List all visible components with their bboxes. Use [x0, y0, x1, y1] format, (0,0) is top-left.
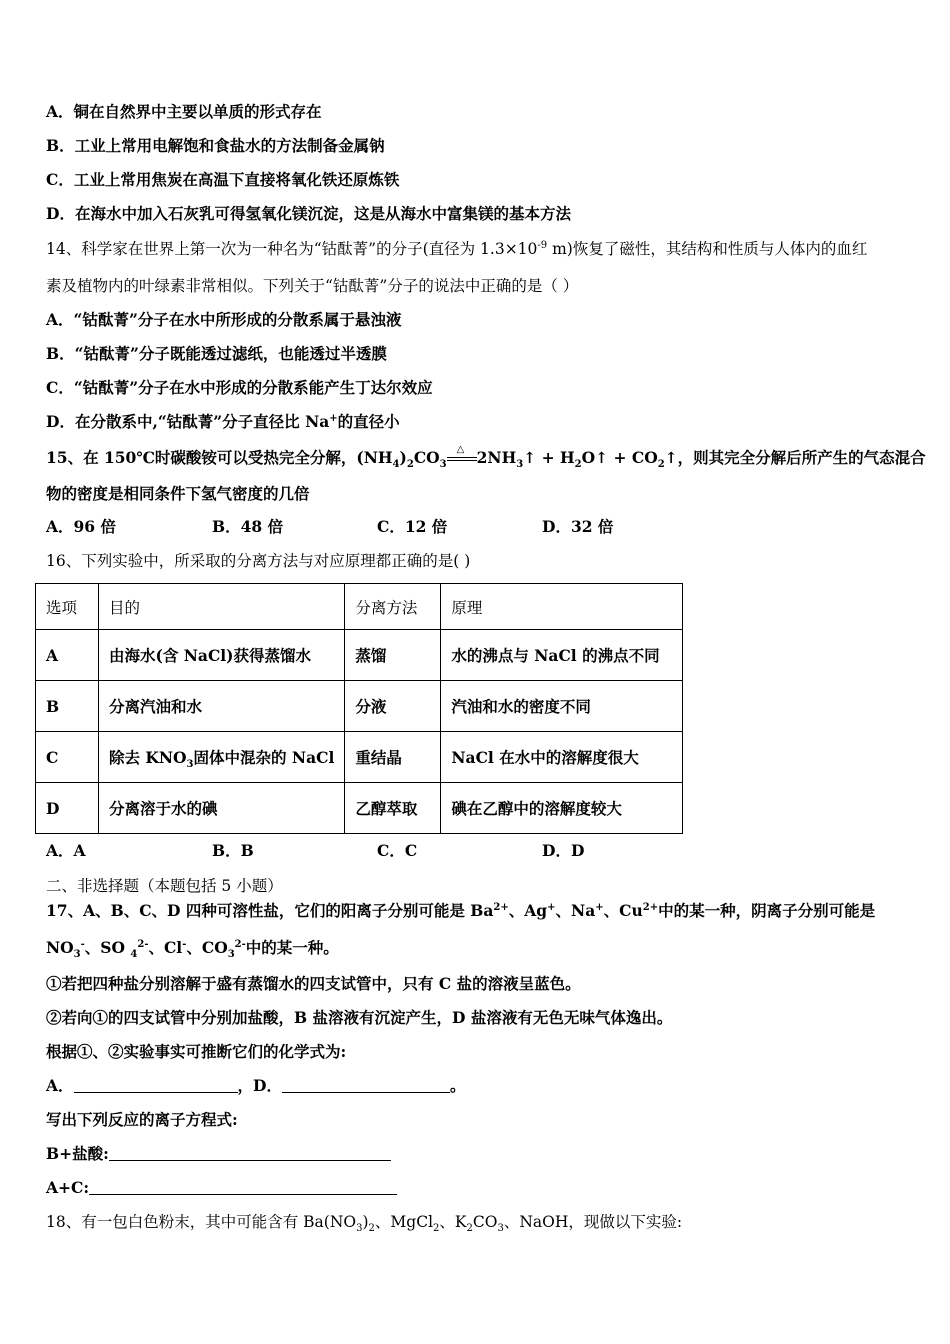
q14-option-c: C．“钴酞菁”分子在水中形成的分散系能产生丁达尔效应 [46, 378, 433, 397]
q14-option-d: D．在分散系中,“钴酞菁”分子直径比 Na+的直径小 [46, 412, 400, 431]
q13-option-b: B．工业上常用电解饱和食盐水的方法制备金属钠 [46, 136, 385, 155]
q14-option-a: A．“钴酞菁”分子在水中所形成的分散系属于悬浊液 [46, 310, 402, 329]
row-option: B [36, 681, 99, 732]
q17-stem-line2: $NO_3^-$、SO $_4^{2-}$、Cl-、$CO_3^{2-}$中的某一种。 [46, 938, 339, 961]
row-method: 重结晶 [345, 732, 441, 783]
q13-option-c: C．工业上常用焦炭在高温下直接将氧化铁还原炼铁 [46, 170, 400, 189]
header-option: 选项 [36, 584, 99, 630]
row-method: 分液 [345, 681, 441, 732]
row-principle: 碘在乙醇中的溶解度较大 [441, 783, 683, 834]
q14-stem-line1: 14、科学家在世界上第一次为一种名为“钴酞菁”的分子(直径为 $1.3\times 10^{-9}$ m)恢复了磁性，其结构和性质与人体内的血红 [46, 239, 868, 258]
q15-option-a: A．96 倍 [46, 517, 116, 536]
row-principle: 汽油和水的密度不同 [441, 681, 683, 732]
q16-option-a: A．A [46, 841, 86, 860]
q17-statement-2: ②若向①的四支试管中分别加盐酸，B 盐溶液有沉淀产生，D 盐溶液有无色无味气体逸出。 [46, 1008, 673, 1027]
q13-option-d: D．在海水中加入石灰乳可得氢氧化镁沉淀，这是从海水中富集镁的基本方法 [46, 204, 571, 223]
row-principle: 水的沸点与 NaCl 的沸点不同 [441, 630, 683, 681]
q18-stem: 18、有一包白色粉末，其中可能含有 $Ba(NO_3)_2$、MgCl$_2$、$K_2CO_3$、NaOH，现做以下实验: [46, 1213, 683, 1235]
q15-option-c: C．12 倍 [377, 517, 448, 536]
table-header-row [36, 584, 683, 630]
row-purpose: 由海水(含 NaCl)获得蒸馏水 [99, 630, 345, 681]
table-row [36, 783, 683, 834]
q17-equation-ac: A+C: [46, 1178, 397, 1198]
row-purpose: 分离溶于水的碘 [99, 783, 345, 834]
header-method: 分离方法 [345, 584, 441, 630]
q15-options [46, 517, 746, 537]
answer-blank-eq2[interactable] [89, 1178, 397, 1195]
q15-option-b: B．48 倍 [212, 517, 284, 536]
q17-statement-3: 根据①、②实验事实可推断它们的化学式为: [46, 1042, 347, 1061]
header-purpose: 目的 [99, 584, 345, 630]
heat-arrow: △ [447, 449, 477, 465]
q17-equation-b: B+盐酸: [46, 1144, 391, 1164]
separation-table [35, 583, 683, 834]
q16-stem: 16、下列实验中，所采取的分离方法与对应原理都正确的是( ) [46, 552, 471, 570]
q16-option-c: C．C [377, 841, 418, 860]
q15-stem-line1: 15、在 150℃时碳酸铵可以受热完全分解，$(NH_4)_2CO_3$ △ $2NH_3↑$ + $H_2O↑$ + $CO_2↑$，则其完全分解后所产生的气态混合 [46, 444, 926, 471]
table-row [36, 681, 683, 732]
q14-stem-line2: 素及植物内的叶绿素非常相似。下列关于“钴酞菁”分子的说法中正确的是（ ） [46, 277, 579, 295]
row-principle: NaCl 在水中的溶解度很大 [441, 732, 683, 783]
section-heading: 二、非选择题（本题包括 5 小题） [46, 877, 283, 895]
q13-option-a: A．铜在自然界中主要以单质的形式存在 [46, 102, 322, 121]
table-row [36, 732, 683, 783]
q17-statement-1: ①若把四种盐分别溶解于盛有蒸馏水的四支试管中，只有 C 盐的溶液呈蓝色。 [46, 974, 581, 993]
answer-blank-a[interactable] [74, 1076, 238, 1093]
row-option: C [36, 732, 99, 783]
q14-option-b: B．“钴酞菁”分子既能透过滤纸，也能透过半透膜 [46, 344, 387, 363]
q16-options [46, 841, 746, 861]
answer-blank-d[interactable] [282, 1076, 450, 1093]
q16-option-b: B．B [212, 841, 254, 860]
answer-blank-eq1[interactable] [109, 1144, 391, 1161]
row-option: D [36, 783, 99, 834]
row-purpose: 分离汽油和水 [99, 681, 345, 732]
q15-stem-line2: 物的密度是相同条件下氢气密度的几倍 [46, 484, 310, 503]
row-purpose: 除去 $KNO_3$固体中混杂的 NaCl [99, 732, 345, 783]
header-principle: 原理 [441, 584, 683, 630]
row-option: A [36, 630, 99, 681]
q17-blanks: A． ，D． 。 [46, 1076, 466, 1095]
q17-statement-4: 写出下列反应的离子方程式: [46, 1110, 238, 1129]
q15-option-d: D．32 倍 [542, 517, 614, 536]
row-method: 蒸馏 [345, 630, 441, 681]
row-method: 乙醇萃取 [345, 783, 441, 834]
q17-stem-line1: 17、A、B、C、D 四种可溶性盐，它们的阳离子分别可能是 $Ba^{2+}$、Ag+、Na+、$Cu^{2+}$中的某一种，阴离子分别可能是 [46, 901, 876, 920]
q16-option-d: D．D [542, 841, 585, 860]
table-row [36, 630, 683, 681]
